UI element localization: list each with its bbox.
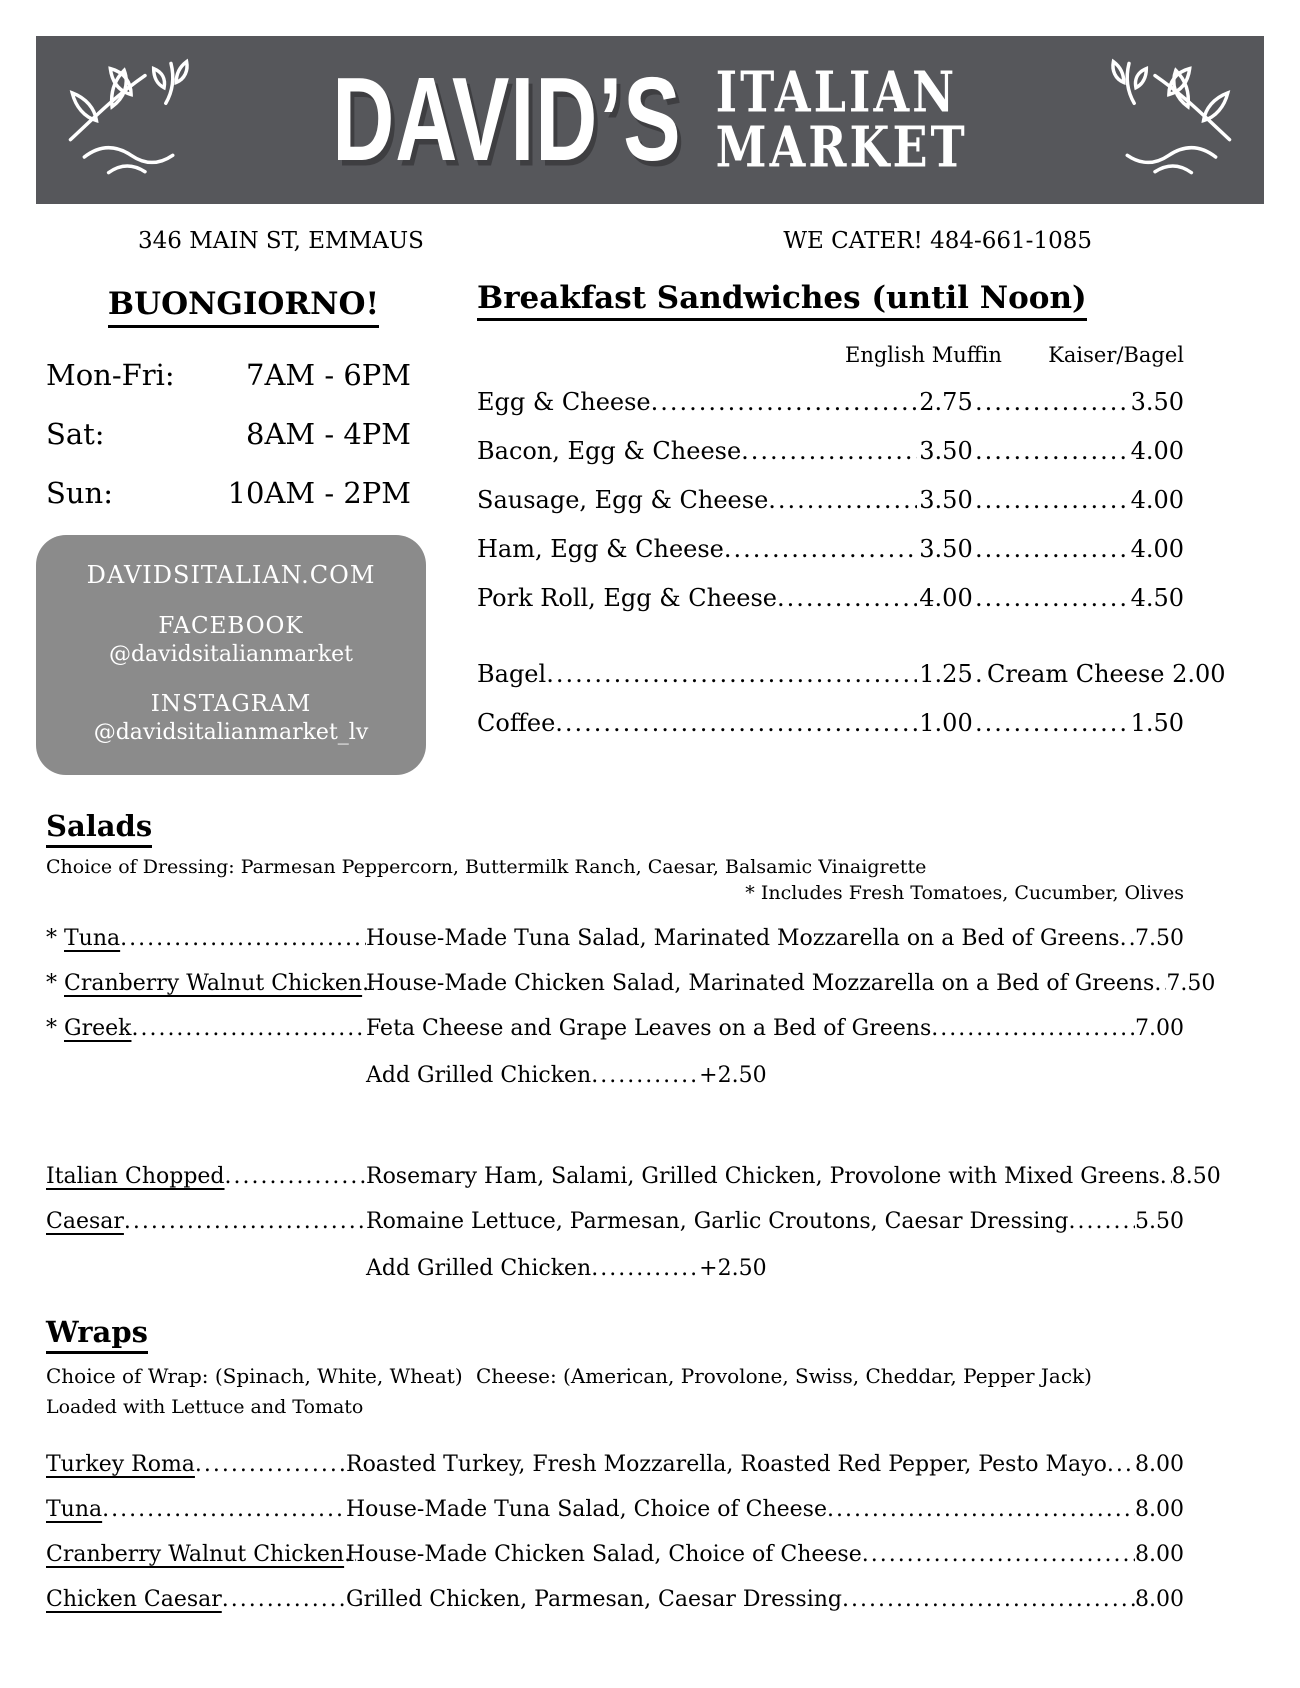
column-header-english-muffin: English Muffin: [845, 343, 1002, 367]
menu-row: [477, 584, 1184, 612]
item-desc: House-Made Chicken Salad, Choice of Cheese: [346, 1542, 862, 1567]
item-name: Ham, Egg & Cheese: [477, 535, 724, 563]
day-label: Sun:: [46, 476, 113, 510]
instagram-label: INSTAGRAM: [150, 691, 312, 717]
dot-leader: [975, 660, 987, 688]
dot-leader: [975, 486, 1128, 514]
item-price-kaiser-bagel: 4.00: [1130, 535, 1184, 563]
item-price-english-muffin: 4.00: [919, 584, 973, 612]
menu-row: [477, 388, 1184, 416]
item-price-english-muffin: 3.50: [919, 437, 973, 465]
dot-leader: [827, 1497, 1135, 1522]
dot-leader: [225, 1164, 366, 1189]
item-price: 8.00: [1135, 1497, 1184, 1522]
dot-leader: [591, 1256, 699, 1281]
loaded-note: Loaded with Lettuce and Tomato: [46, 1396, 364, 1418]
salad-row: [46, 1016, 1184, 1041]
item-name: Turkey Roma: [46, 1452, 195, 1477]
addon-price: +2.50: [699, 1256, 767, 1281]
greeting-title: BUONGIORNO!: [108, 286, 379, 328]
dot-leader: [1069, 1209, 1135, 1234]
item-name: Cranberry Walnut Chicken: [64, 971, 363, 996]
item-price: 8.50: [1171, 1164, 1221, 1189]
addon-label: Add Grilled Chicken: [366, 1063, 592, 1088]
menu-row: [477, 535, 1184, 563]
address-row: [36, 228, 1264, 254]
wrap-choice-note: Choice of Wrap: (Spinach, White, Wheat): [46, 1364, 463, 1388]
menu-row: [477, 660, 1226, 688]
hours-row: [46, 417, 411, 451]
dot-leader: [862, 1542, 1135, 1567]
hours-row: [46, 476, 411, 510]
dot-leader: [195, 1452, 346, 1477]
item-desc: House-Made Tuna Salad, Marinated Mozzarella on a Bed of Greens: [366, 926, 1120, 951]
item-name: Cranberry Walnut Chicken: [46, 1542, 345, 1567]
dot-leader: [975, 709, 1131, 737]
salad-row: [46, 1164, 1221, 1189]
dot-leader: [777, 584, 917, 612]
addon-price: +2.50: [699, 1063, 767, 1088]
item-extra-price: Cream Cheese 2.00: [987, 660, 1226, 688]
item-name: Tuna: [46, 1497, 103, 1522]
item-price: 8.00: [1135, 1452, 1184, 1477]
item-price: 8.00: [1135, 1587, 1184, 1612]
item-price: 8.00: [1135, 1542, 1184, 1567]
dressing-note: Choice of Dressing: Parmesan Peppercorn, Buttermilk Ranch, Caesar, Balsamic Vinaigrette: [46, 856, 927, 878]
item-price: 7.50: [1166, 971, 1216, 996]
dot-leader: [975, 437, 1128, 465]
salad-row: [46, 1209, 1184, 1234]
hours-row: [46, 358, 411, 392]
item-price: 7.50: [1135, 926, 1184, 951]
wrap-row: [46, 1452, 1184, 1477]
brand-type: [715, 58, 968, 180]
wraps-title: Wraps: [46, 1315, 148, 1354]
dot-leader: [741, 437, 917, 465]
dot-leader: [1120, 926, 1135, 951]
brand-type-line1: ITALIAN: [715, 58, 958, 125]
dot-leader: [975, 535, 1128, 563]
item-desc: Romaine Lettuce, Parmesan, Garlic Croutons, Caesar Dressing: [366, 1209, 1069, 1234]
instagram-handle: @davidsitalianmarket_lv: [93, 720, 369, 745]
facebook-label: FACEBOOK: [158, 613, 304, 639]
menu-row: [477, 709, 1184, 737]
item-desc: Rosemary Ham, Salami, Grilled Chicken, Provolone with Mixed Greens: [366, 1164, 1160, 1189]
dot-leader: [120, 926, 366, 951]
item-price-kaiser-bagel: 4.50: [1130, 584, 1184, 612]
star-marker: *: [46, 971, 57, 996]
header-banner: [36, 36, 1264, 204]
star-marker: *: [46, 1016, 57, 1041]
dot-leader: [975, 584, 1128, 612]
brand-type-line2: MARKET: [715, 113, 968, 180]
dot-leader: [842, 1587, 1135, 1612]
item-desc: House-Made Tuna Salad, Choice of Cheese: [346, 1497, 827, 1522]
dot-leader: [931, 1016, 1135, 1041]
wrap-row: [46, 1587, 1184, 1612]
catering-phone: WE CATER! 484-661-1085: [783, 228, 1092, 254]
item-name: Caesar: [46, 1209, 124, 1234]
dot-leader: [555, 709, 917, 737]
brand-lockup: [332, 53, 968, 186]
time-value: 10AM - 2PM: [227, 476, 411, 510]
dot-leader: [131, 1016, 366, 1041]
breakfast-extras: [477, 660, 1226, 737]
salads-section: [46, 809, 1221, 1281]
item-extra-price: 1.50: [1130, 709, 1184, 737]
cheese-choice-note: Cheese: (American, Provolone, Swiss, Cheddar, Pepper Jack): [476, 1364, 1092, 1388]
website-text: DAVIDSITALIAN.COM: [86, 561, 376, 589]
column-header-kaiser-bagel: Kaiser/Bagel: [1048, 343, 1184, 367]
item-desc: Roasted Turkey, Fresh Mozzarella, Roasted Red Pepper, Pesto Mayo: [346, 1452, 1107, 1477]
dot-leader: [1160, 1164, 1172, 1189]
item-price: 5.50: [1135, 1209, 1184, 1234]
item-price: 1.25: [919, 660, 973, 688]
item-name: Bacon, Egg & Cheese: [477, 437, 742, 465]
item-name: Greek: [64, 1016, 132, 1041]
addon-line: [366, 1256, 1184, 1281]
dot-leader: [768, 486, 917, 514]
dot-leader: [102, 1497, 346, 1522]
item-price-english-muffin: 3.50: [919, 535, 973, 563]
breakfast-section: [477, 280, 1226, 775]
item-desc: House-Made Chicken Salad, Marinated Mozzarella on a Bed of Greens: [366, 971, 1155, 996]
day-label: Sat:: [46, 417, 105, 451]
item-price-english-muffin: 2.75: [919, 388, 973, 416]
item-price: 1.00: [919, 709, 973, 737]
includes-note: * Includes Fresh Tomatoes, Cucumber, Olives: [745, 882, 1184, 904]
dot-leader: [546, 660, 917, 688]
addon-label: Add Grilled Chicken: [366, 1256, 592, 1281]
wrap-notes: [46, 1364, 1184, 1388]
dot-leader: [975, 388, 1128, 416]
wrap-row: [46, 1542, 1184, 1567]
item-price: 7.00: [1135, 1016, 1184, 1041]
salads-title: Salads: [46, 809, 152, 848]
info-column: [46, 280, 441, 775]
breakfast-title: Breakfast Sandwiches (until Noon): [477, 280, 1087, 321]
leaf-ornament-right-icon: [1094, 53, 1242, 187]
dot-leader: [222, 1587, 346, 1612]
item-name: Sausage, Egg & Cheese: [477, 486, 769, 514]
wrap-row: [46, 1497, 1184, 1522]
item-name: Egg & Cheese: [477, 388, 651, 416]
addon-line: [366, 1063, 1184, 1088]
salad-row: [46, 971, 1216, 996]
day-label: Mon-Fri:: [46, 358, 175, 392]
dot-leader: [651, 388, 917, 416]
item-name: Chicken Caesar: [46, 1587, 222, 1612]
hours-list: [46, 358, 441, 510]
social-box: [36, 535, 426, 775]
leaf-ornament-left-icon: [58, 53, 206, 187]
item-name: Tuna: [64, 926, 121, 951]
item-price-kaiser-bagel: 4.00: [1130, 486, 1184, 514]
salad-row: [46, 926, 1184, 951]
item-price-english-muffin: 3.50: [919, 486, 973, 514]
item-name: Coffee: [477, 709, 556, 737]
item-name: Italian Chopped: [46, 1164, 225, 1189]
item-desc: Grilled Chicken, Parmesan, Caesar Dressing: [346, 1587, 842, 1612]
price-column-headers: [477, 343, 1184, 367]
star-marker: *: [46, 926, 57, 951]
menu-row: [477, 486, 1184, 514]
time-value: 8AM - 4PM: [246, 417, 411, 451]
brand-name: DAVID’S: [332, 53, 682, 186]
dot-leader: [1154, 971, 1166, 996]
item-desc: Feta Cheese and Grape Leaves on a Bed of Greens: [366, 1016, 932, 1041]
dot-leader: [1107, 1452, 1135, 1477]
menu-row: [477, 437, 1184, 465]
street-address: 346 MAIN ST, EMMAUS: [138, 228, 424, 254]
wraps-section: [46, 1315, 1184, 1612]
dot-leader: [124, 1209, 366, 1234]
time-value: 7AM - 6PM: [246, 358, 411, 392]
item-name: Pork Roll, Egg & Cheese: [477, 584, 778, 612]
facebook-handle: @davidsitalianmarket: [108, 642, 354, 667]
dot-leader: [724, 535, 917, 563]
item-price-kaiser-bagel: 3.50: [1130, 388, 1184, 416]
item-price-kaiser-bagel: 4.00: [1130, 437, 1184, 465]
dot-leader: [591, 1063, 699, 1088]
item-name: Bagel: [477, 660, 547, 688]
